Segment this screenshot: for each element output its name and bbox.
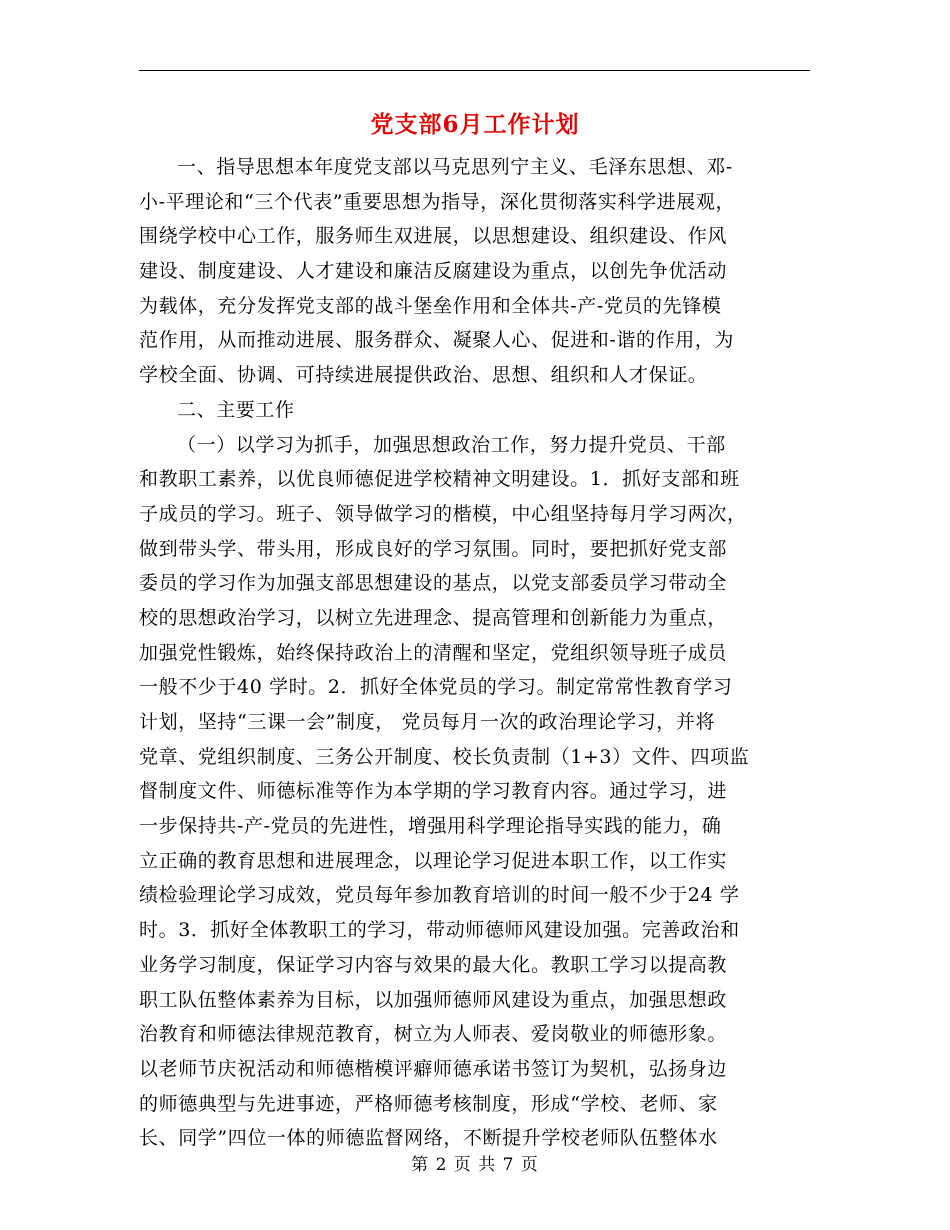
body-line: （一）以学习为抓手，加强思想政治工作，努力提升党员、干部 bbox=[177, 433, 726, 456]
body-line: 一、指导思想本年度党支部以马克思列宁主义、毛泽东思想、邓- bbox=[177, 156, 733, 178]
body-line: 围绕学校中心工作，服务师生双进展，以思想建设、组织建设、作风 bbox=[139, 225, 728, 248]
body-line: 长、同学”四位一体的师德监督网络，不断提升学校老师队伍整体水 bbox=[139, 1127, 718, 1150]
body-line: 绩检验理论学习成效，党员每年参加教育培训的时间一般不少于24 学 bbox=[139, 884, 740, 907]
header-rule bbox=[139, 70, 810, 71]
body-line: 建设、制度建设、人才建设和廉洁反腐建设为重点，以创先争优活动 bbox=[139, 260, 728, 283]
body-line: 党章、党组织制度、三务公开制度、校长负责制（1+3）文件、四项监 bbox=[139, 745, 750, 768]
body-line: 的师德典型与先进事迹，严格师德考核制度，形成“学校、老师、家 bbox=[139, 1092, 718, 1115]
body-line: 计划，坚持“三课一会”制度， 党员每月一次的政治理论学习，并将 bbox=[139, 711, 716, 733]
body-line: 立正确的教育思想和进展理念，以理论学习促进本职工作，以工作实 bbox=[139, 849, 728, 872]
body-line: 督制度文件、师德标准等作为本学期的学习教育内容。通过学习，进 bbox=[139, 780, 728, 803]
body-line: 业务学习制度，保证学习内容与效果的最大化。教职工学习以提高教 bbox=[139, 953, 728, 976]
body-line: 做到带头学、带头用，形成良好的学习氛围。同时，要把抓好党支部 bbox=[139, 537, 728, 560]
body-line: 校的思想政治学习，以树立先进理念、提高管理和创新能力为重点， bbox=[139, 606, 728, 629]
body-line: 一般不少于40 学时。2．抓好全体党员的学习。制定常常性教育学习 bbox=[139, 676, 733, 699]
body-line: 以老师节庆祝活动和师德楷模评癖师德承诺书签订为契机，弘扬身边 bbox=[139, 1057, 728, 1080]
body-line: 小-平理论和“三个代表”重要思想为指导，深化贯彻落实科学进展观， bbox=[139, 190, 736, 213]
body-line: 职工队伍整体素养为目标，以加强师德师风建设为重点，加强思想政 bbox=[139, 988, 728, 1011]
page-footer: 第 2 页 共 7 页 bbox=[411, 1155, 539, 1175]
body-line: 委员的学习作为加强支部思想建设的基点，以党支部委员学习带动全 bbox=[139, 572, 728, 595]
body-line: 范作用，从而推动进展、服务群众、凝聚人心、促进和-谐的作用，为 bbox=[139, 329, 735, 352]
body-line: 一步保持共-产-党员的先进性，增强用科学理论指导实践的能力，确 bbox=[139, 815, 722, 838]
document-body bbox=[139, 150, 819, 1156]
body-line: 和教职工素养，以优良师德促进学校精神文明建设。1．抓好支部和班 bbox=[139, 468, 740, 491]
body-line: 时。3．抓好全体教职工的学习，带动师德师风建设加强。完善政治和 bbox=[139, 919, 740, 942]
body-line: 加强党性锻炼，始终保持政治上的清醒和坚定，党组织领导班子成员 bbox=[139, 641, 728, 664]
body-line: 学校全面、协调、可持续进展提供政治、思想、组织和人才保证。 bbox=[139, 364, 708, 387]
body-line: 治教育和师德法律规范教育，树立为人师表、爱岗敬业的师德形象。 bbox=[139, 1023, 728, 1046]
document-title: 党支部6月工作计划 bbox=[370, 111, 580, 138]
body-line: 子成员的学习。班子、领导做学习的楷模，中心组坚持每月学习两次， bbox=[139, 502, 747, 525]
body-line: 为载体，充分发挥党支部的战斗堡垒作用和全体共-产-党员的先锋模 bbox=[139, 294, 722, 317]
section-heading: 二、主要工作 bbox=[177, 398, 295, 421]
